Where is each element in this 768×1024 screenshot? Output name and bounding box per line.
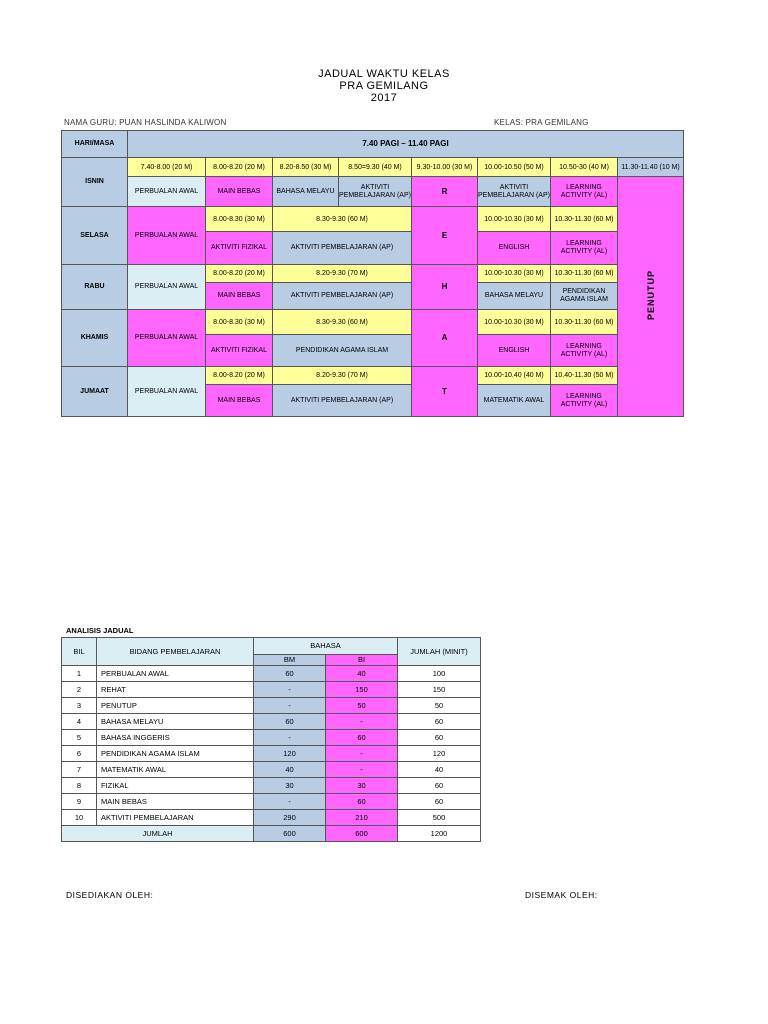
slot-time: 8.00-8.20 (20 M) (206, 158, 273, 177)
row-bil: 4 (62, 714, 97, 730)
slot-time: 10.00-10.50 (50 M) (478, 158, 551, 177)
activity-learning-activity: LEARNING ACTIVITY (AL) (551, 177, 618, 207)
row-bil: 9 (62, 794, 97, 810)
table-row (62, 730, 481, 746)
slot-time: 10.00-10.30 (30 M) (478, 265, 551, 283)
footer-jumlah-label: JUMLAH (62, 826, 254, 842)
row-bil: 10 (62, 810, 97, 826)
row-bi: - (326, 714, 398, 730)
rehat-letter-h: H (412, 265, 478, 310)
activity-perbualan-awal: PERBUALAN AWAL (128, 310, 206, 367)
header-bil: BIL (62, 638, 97, 666)
slot-time: 10.30-11.30 (60 M) (551, 207, 618, 232)
activity-learning-activity: LEARNING ACTIVITY (AL) (551, 232, 618, 265)
table-row (62, 698, 481, 714)
activity-aktiviti-pembelajaran: AKTIVITI PEMBELAJARAN (AP) (273, 232, 412, 265)
table-row (62, 746, 481, 762)
row-bil: 3 (62, 698, 97, 714)
row-bil: 1 (62, 666, 97, 682)
row-bi: - (326, 762, 398, 778)
table-row (62, 682, 481, 698)
activity-bahasa-melayu: BAHASA MELAYU (273, 177, 339, 207)
row-bm: - (254, 730, 326, 746)
activity-perbualan-awal: PERBUALAN AWAL (128, 367, 206, 417)
slot-time: 8.00-8.20 (20 M) (206, 265, 273, 283)
activity-pendidikan-agama-islam: PENDIDIKAN AGAMA ISLAM (273, 335, 412, 367)
row-bi: - (326, 746, 398, 762)
activity-main-bebas: MAIN BEBAS (206, 283, 273, 310)
row-bidang: PERBUALAN AWAL (97, 666, 254, 682)
activity-perbualan-awal: PERBUALAN AWAL (128, 207, 206, 265)
row-bm: - (254, 682, 326, 698)
analysis-heading: ANALISIS JADUAL (66, 626, 134, 635)
footer-bm-total: 600 (254, 826, 326, 842)
row-bidang: PENUTUP (97, 698, 254, 714)
activity-main-bebas: MAIN BEBAS (206, 177, 273, 207)
footer-bi-total: 600 (326, 826, 398, 842)
rehat-letter-e: E (412, 207, 478, 265)
day-selasa: SELASA (62, 207, 128, 265)
table-row (62, 794, 481, 810)
slot-time: 10.00-10.40 (40 M) (478, 367, 551, 385)
rehat-letter-r: R (412, 177, 478, 207)
slot-time: 10.50-30 (40 M) (551, 158, 618, 177)
teacher-name: NAMA GURU: PUAN HASLINDA KALIWON (64, 118, 227, 127)
slot-time: 8.20-9.30 (70 M) (273, 265, 412, 283)
activity-english: ENGLISH (478, 335, 551, 367)
slot-time: 8.00-8.30 (30 M) (206, 207, 273, 232)
day-jumaat: JUMAAT (62, 367, 128, 417)
rehat-letter-t: T (412, 367, 478, 417)
row-total: 60 (398, 778, 481, 794)
day-rabu: RABU (62, 265, 128, 310)
slot-time: 10.00-10.30 (30 M) (478, 207, 551, 232)
doc-subtitle: PRA GEMILANG (339, 80, 429, 92)
slot-time: 8.30-9.30 (60 M) (273, 207, 412, 232)
row-bm: - (254, 794, 326, 810)
header-bahasa: BAHASA (254, 638, 398, 655)
row-bi: 30 (326, 778, 398, 794)
activity-main-bebas: MAIN BEBAS (206, 385, 273, 417)
slot-time: 9.30-10.00 (30 M) (412, 158, 478, 177)
slot-time: 10.30-11.30 (60 M) (551, 310, 618, 335)
day-khamis: KHAMIS (62, 310, 128, 367)
header-jumlah: JUMLAH (MINIT) (398, 638, 481, 666)
table-row (62, 714, 481, 730)
activity-aktiviti-pembelajaran: AKTIVITI PEMBELAJARAN (AP) (273, 283, 412, 310)
activity-aktiviti-pembelajaran: AKTIVITI PEMBELAJARAN (AP) (478, 177, 551, 207)
header-bi: BI (326, 654, 398, 665)
activity-aktiviti-fizikal: AKTIVITI FIZIKAL (206, 335, 273, 367)
activity-perbualan-awal: PERBUALAN AWAL (128, 265, 206, 310)
row-total: 100 (398, 666, 481, 682)
day-isnin: ISNIN (62, 158, 128, 207)
row-bidang: FIZIKAL (97, 778, 254, 794)
activity-perbualan-awal: PERBUALAN AWAL (128, 177, 206, 207)
row-bm: - (254, 698, 326, 714)
checked-by: DISEMAK OLEH: (525, 890, 598, 900)
activity-bahasa-melayu: BAHASA MELAYU (478, 283, 551, 310)
penutup-label: PENUTUP (645, 269, 656, 320)
row-bil: 8 (62, 778, 97, 794)
activity-aktiviti-pembelajaran: AKTIVITI PEMBELAJARAN (AP) (273, 385, 412, 417)
row-bidang: REHAT (97, 682, 254, 698)
row-bm: 40 (254, 762, 326, 778)
header-bidang: BIDANG PEMBELAJARAN (97, 638, 254, 666)
slot-time: 8.50=9.30 (40 M) (339, 158, 412, 177)
slot-time: 10.30-11.30 (60 M) (551, 265, 618, 283)
slot-time: 8.00-8.20 (20 M) (206, 367, 273, 385)
row-total: 60 (398, 714, 481, 730)
row-total: 60 (398, 730, 481, 746)
doc-title: JADUAL WAKTU KELAS (318, 68, 450, 80)
slot-time: 8.00-8.30 (30 M) (206, 310, 273, 335)
row-bi: 60 (326, 794, 398, 810)
activity-matematik-awal: MATEMATIK AWAL (478, 385, 551, 417)
row-bidang: MATEMATIK AWAL (97, 762, 254, 778)
activity-aktiviti-fizikal: AKTIVITI FIZIKAL (206, 232, 273, 265)
row-total: 40 (398, 762, 481, 778)
row-bil: 5 (62, 730, 97, 746)
slot-time: 8.20-9.30 (70 M) (273, 367, 412, 385)
activity-aktiviti-pembelajaran: AKTIVITI PEMBELAJARAN (AP) (339, 177, 412, 207)
row-bidang: AKTIVITI PEMBELAJARAN (97, 810, 254, 826)
slot-time: 7.40-8.00 (20 M) (128, 158, 206, 177)
row-total: 50 (398, 698, 481, 714)
penutup-cell (618, 177, 684, 417)
row-bidang: PENDIDIKAN AGAMA ISLAM (97, 746, 254, 762)
table-row (62, 810, 481, 826)
header-range: 7.40 PAGI – 11.40 PAGI (128, 131, 684, 158)
activity-english: ENGLISH (478, 232, 551, 265)
row-bm: 30 (254, 778, 326, 794)
row-total: 500 (398, 810, 481, 826)
slot-time: 10.40-11.30 (50 M) (551, 367, 618, 385)
row-bi: 60 (326, 730, 398, 746)
row-bil: 6 (62, 746, 97, 762)
row-bi: 210 (326, 810, 398, 826)
header-bm: BM (254, 654, 326, 665)
table-row (62, 778, 481, 794)
row-bm: 120 (254, 746, 326, 762)
footer-grand-total: 1200 (398, 826, 481, 842)
row-bm: 60 (254, 666, 326, 682)
row-total: 120 (398, 746, 481, 762)
slot-time: 11.30-11.40 (10 M) (618, 158, 684, 177)
activity-learning-activity: LEARNING ACTIVITY (AL) (551, 335, 618, 367)
row-bi: 150 (326, 682, 398, 698)
row-bi: 40 (326, 666, 398, 682)
row-total: 150 (398, 682, 481, 698)
row-bm: 60 (254, 714, 326, 730)
slot-time: 8.20-8.50 (30 M) (273, 158, 339, 177)
analysis-table (61, 637, 481, 842)
rehat-letter-a: A (412, 310, 478, 367)
row-bi: 50 (326, 698, 398, 714)
row-bidang: MAIN BEBAS (97, 794, 254, 810)
header-hari-masa: HARI/MASA (62, 131, 128, 158)
slot-time: 8.30-9.30 (60 M) (273, 310, 412, 335)
table-row (62, 666, 481, 682)
activity-pendidikan-agama-islam: PENDIDIKAN AGAMA ISLAM (551, 283, 618, 310)
table-row (62, 762, 481, 778)
row-total: 60 (398, 794, 481, 810)
slot-time: 10.00-10.30 (30 M) (478, 310, 551, 335)
row-bidang: BAHASA MELAYU (97, 714, 254, 730)
row-bidang: BAHASA INGGERIS (97, 730, 254, 746)
class-name: KELAS: PRA GEMILANG (494, 118, 589, 127)
timetable (61, 130, 684, 417)
activity-learning-activity: LEARNING ACTIVITY (AL) (551, 385, 618, 417)
row-bil: 2 (62, 682, 97, 698)
doc-year: 2017 (370, 92, 398, 104)
prepared-by: DISEDIAKAN OLEH: (66, 890, 154, 900)
row-bil: 7 (62, 762, 97, 778)
row-bm: 290 (254, 810, 326, 826)
